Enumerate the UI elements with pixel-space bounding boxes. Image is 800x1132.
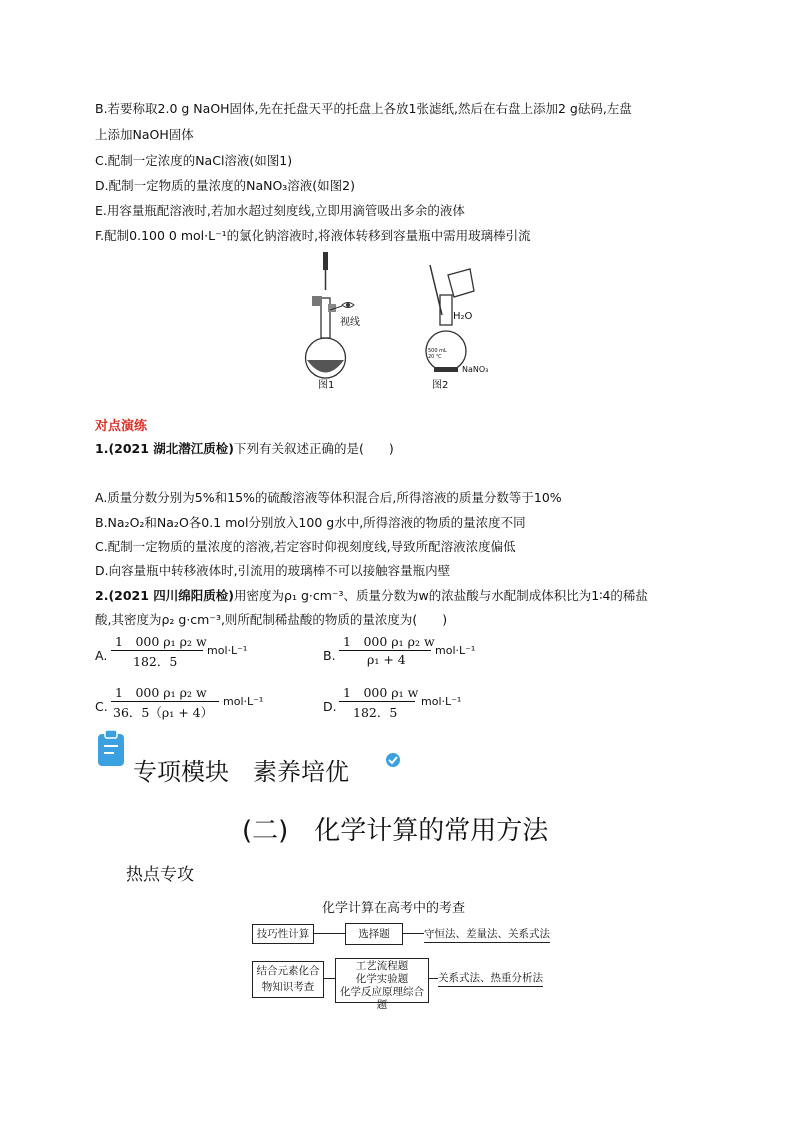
option-label: C.: [95, 699, 108, 714]
clipboard-icon: [96, 728, 130, 768]
check-badge-icon: [385, 752, 401, 768]
q2-stem: 用密度为ρ₁ g·cm⁻³、质量分数为w的浓盐酸与水配制成体积比为1∶4的稀盐: [234, 588, 648, 603]
box3-line1: 结合元素化合: [256, 965, 320, 977]
fig2-salt-label: NaNO₃: [462, 365, 489, 374]
option-unit: mol·L⁻¹: [435, 644, 476, 657]
fig2-water-label: H₂O: [453, 311, 473, 322]
option-numerator: 1 000 ρ₁ w: [343, 685, 419, 700]
option-label: D.: [323, 699, 337, 714]
option-unit: mol·L⁻¹: [207, 644, 248, 657]
question-1: 1.(2021 湖北潜江质检)下列有关叙述正确的是( ): [95, 441, 394, 456]
box3-line2: 物知识考查: [261, 981, 315, 993]
q1-number: 1: [95, 441, 104, 456]
methods-2: 关系式法、热重分析法: [438, 970, 543, 987]
option-denominator: 182．5: [133, 654, 178, 669]
box-question-types: [335, 958, 429, 1011]
option-numerator: 1 000 ρ₁ ρ₂ w: [115, 685, 207, 700]
module-banner: 专项模块 素养培优: [133, 758, 349, 786]
q1-option-b: B.Na₂O₂和Na₂O各0.1 mol分别放入100 g水中,所得溶液的物质的量浓度不同: [95, 515, 526, 530]
fig2-flask-label: 500 mL 20 ℃: [428, 348, 447, 360]
fig1-caption: 图1: [318, 380, 335, 391]
box-multiple-choice: 选择题: [345, 923, 403, 945]
option-numerator: 1 000 ρ₁ ρ₂ w: [115, 634, 207, 649]
option-unit: mol·L⁻¹: [223, 695, 264, 708]
q1-option-d: D.向容量瓶中转移液体时,引流用的玻璃棒不可以接触容量瓶内壁: [95, 563, 451, 578]
box4-line2: 化学实验题: [355, 973, 409, 985]
q1-option-a: A.质量分数分别为5%和15%的硫酸溶液等体积混合后,所得溶液的质量分数等于10%: [95, 490, 562, 505]
option-label: B.: [323, 648, 336, 663]
fig1-eye-label: 视线: [340, 317, 360, 328]
fig2-caption: 图2: [432, 380, 449, 391]
q2-source: (2021 四川绵阳质检): [108, 588, 235, 603]
practice-heading: 对点演练: [95, 419, 148, 434]
q1-source: (2021 湖北潜江质检): [108, 441, 235, 456]
methods-1: 守恒法、差量法、关系式法: [424, 926, 550, 943]
q2-number: 2: [95, 588, 104, 603]
option-denominator: ρ₁ + 4: [367, 652, 406, 667]
option-d: D.配制一定物质的量浓度的NaNO₃溶液(如图2): [95, 178, 356, 193]
box4-line3: 化学反应原理综合题: [340, 986, 424, 1011]
q1-stem: 下列有关叙述正确的是( ): [234, 441, 394, 456]
question-2: 2.(2021 四川绵阳质检)用密度为ρ₁ g·cm⁻³、质量分数为w的浓盐酸与水配制成体积比为1∶4的稀盐: [95, 588, 648, 603]
q1-option-c: C.配制一定物质的量浓度的溶液,若定容时仰视刻度线,导致所配溶液浓度偏低: [95, 539, 516, 554]
option-b-line1: B.若要称取2.0 g NaOH固体,先在托盘天平的托盘上各放1张滤纸,然后在右盘上添加2 g砝码,左盘: [95, 101, 632, 116]
option-f: F.配制0.100 0 mol·L⁻¹的氯化钠溶液时,将液体转移到容量瓶中需用玻璃棒引流: [95, 228, 531, 243]
option-b-line2: 上添加NaOH固体: [95, 127, 194, 142]
diagram-title: 化学计算在高考中的考查: [322, 901, 466, 916]
option-c: C.配制一定浓度的NaCl溶液(如图1): [95, 153, 293, 168]
box-element-compounds: [252, 961, 324, 998]
option-numerator: 1 000 ρ₁ ρ₂ w: [343, 634, 435, 649]
option-denominator: 36．5（ρ₁ + 4）: [113, 705, 214, 720]
box4-line1: 工艺流程题: [355, 960, 409, 972]
hot-topics-heading: 热点专攻: [126, 865, 194, 885]
chapter-title: (二) 化学计算的常用方法: [242, 816, 549, 846]
q2-stem-line2: 酸,其密度为ρ₂ g·cm⁻³,则所配制稀盐酸的物质的量浓度为( ): [95, 612, 448, 627]
option-label: A.: [95, 648, 108, 663]
box-skill-calc: 技巧性计算: [252, 924, 314, 944]
option-denominator: 182．5: [353, 705, 398, 720]
option-e: E.用容量瓶配溶液时,若加水超过刻度线,立即用滴管吸出多余的液体: [95, 203, 465, 218]
option-unit: mol·L⁻¹: [421, 695, 462, 708]
